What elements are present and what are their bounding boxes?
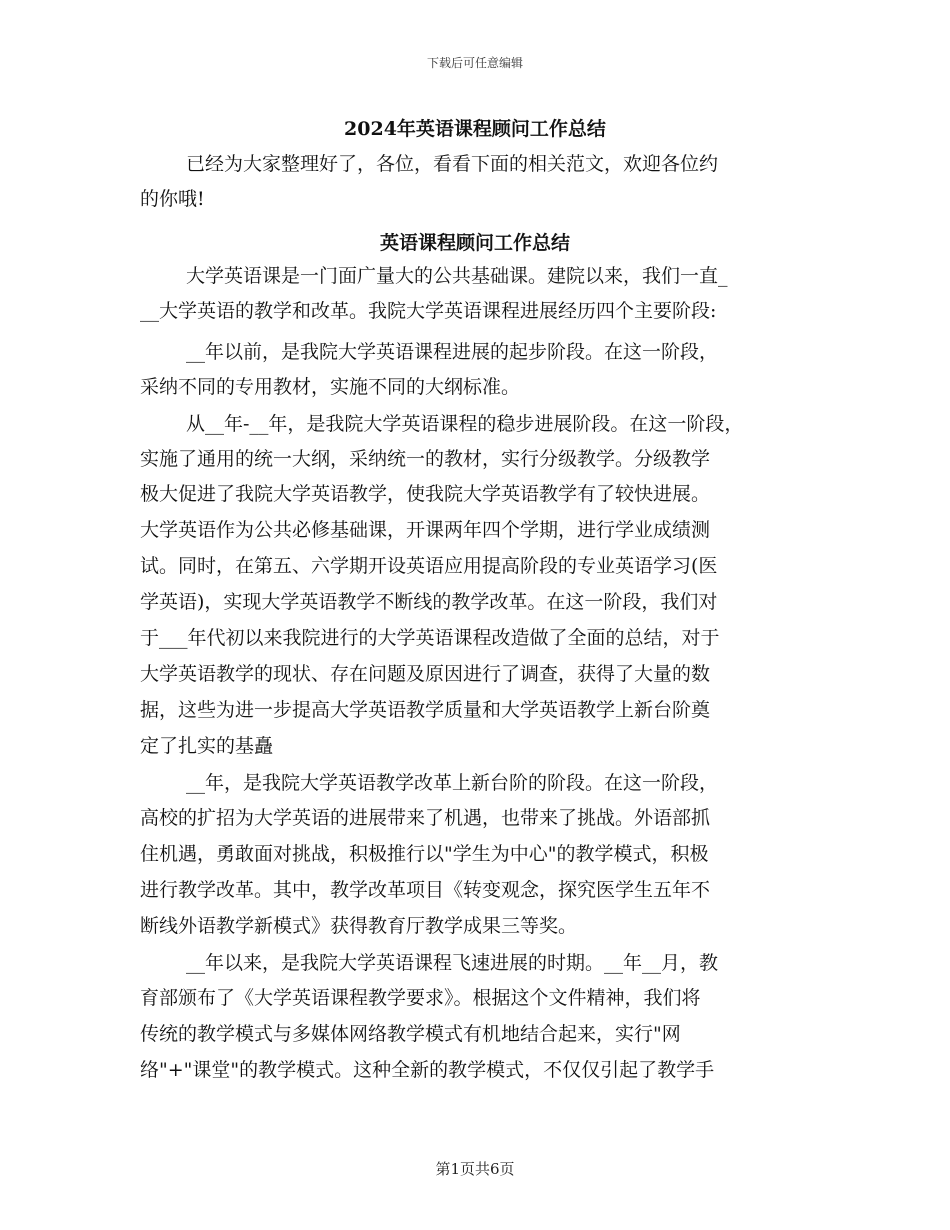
body-line: 学英语)，实现大学英语教学不断线的教学改革。在这一阶段，我们对 [140,591,718,613]
body-line: 采纳不同的专用教材，实施不同的大纲标准。 [140,376,521,398]
body-line: 大学英语作为公共必修基础课，开课两年四个学期，进行学业成绩测 [140,519,711,541]
body-line: __大学英语的教学和改革。我院大学英语课程进展经历四个主要阶段: [140,300,717,322]
body-line: __年，是我院大学英语教学改革上新台阶的阶段。在这一阶段， [186,772,719,794]
body-line: 断线外语教学新模式》获得教育厅教学成果三等奖。 [140,915,578,937]
body-line: 试。同时，在第五、六学期开设英语应用提高阶段的专业英语学习(医 [140,555,718,577]
body-line: 住机遇，勇敢面对挑战，积极推行以"学生为中心"的教学模式，积极 [140,843,709,865]
body-line: 高校的扩招为大学英语的进展带来了机遇，也带来了挑战。外语部抓 [140,807,711,829]
body-line: 大学英语教学的现状、存在问题及原因进行了调查，获得了大量的数 [140,663,711,685]
body-line: 络"+"课堂"的教学模式。这种全新的教学模式，不仅仅引起了教学手 [140,1059,715,1081]
body-line: __年以来，是我院大学英语课程飞速进展的时期。__年__月，教 [186,952,719,974]
body-line: 大学英语课是一门面广量大的公共基础课。建院以来，我们一直_ [186,265,728,287]
body-line: __年以前，是我院大学英语课程进展的起步阶段。在这一阶段， [186,341,719,363]
body-line: 进行教学改革。其中，教学改革项目《转变观念，探究医学生五年不 [140,879,711,901]
body-line: 从__年-__年，是我院大学英语课程的稳步进展阶段。在这一阶段， [186,413,744,435]
page-header: 下载后可任意编辑 [426,56,523,70]
body-line: 于___年代初以来我院进行的大学英语课程改造做了全面的总结，对于 [140,627,720,649]
body-line: 极大促进了我院大学英语教学，使我院大学英语教学有了较快进展。 [140,483,711,505]
intro-line: 的你哦! [140,188,205,210]
document-title: 2024年英语课程顾问工作总结 [344,118,606,140]
body-line: 据，这些为进一步提高大学英语教学质量和大学英语教学上新台阶奠 [140,699,711,721]
body-line: 育部颁布了《大学英语课程教学要求》。根据这个文件精神，我们将 [140,987,701,1009]
section-title: 英语课程顾问工作总结 [379,232,570,254]
page-footer: 第1页共6页 [435,1160,515,1178]
body-line: 传统的教学模式与多媒体网络教学模式有机地结合起来，实行"网 [140,1023,681,1045]
intro-line: 已经为大家整理好了，各位，看看下面的相关范文，欢迎各位约 [186,153,719,175]
body-line: 实施了通用的统一大纲，采纳统一的教材，实行分级教学。分级教学 [140,448,711,470]
body-line: 定了扎实的基矗 [140,735,274,757]
